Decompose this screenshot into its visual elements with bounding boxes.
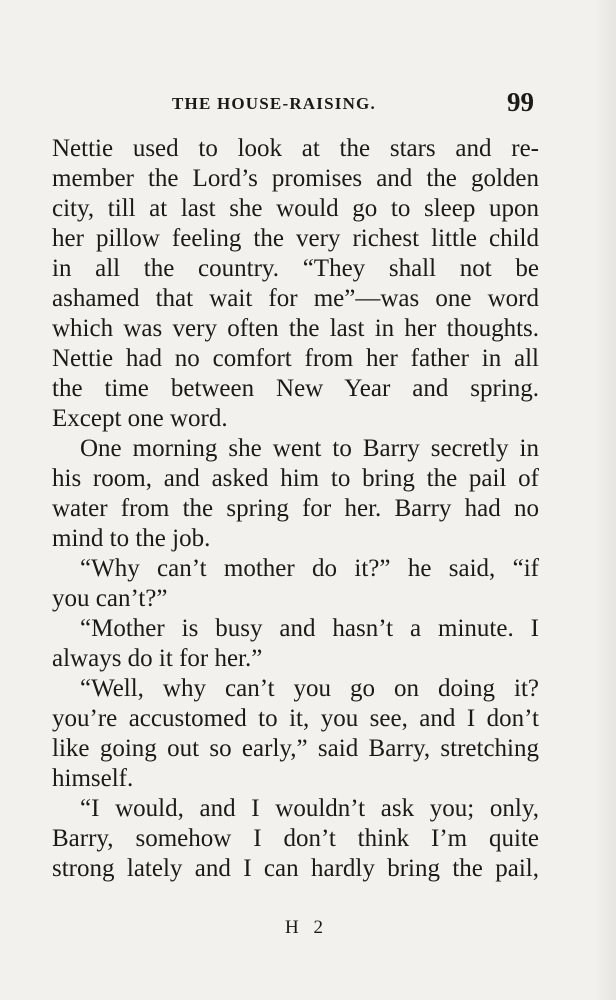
- text-line: Barry, somehow I don’t think I’m quite: [52, 825, 539, 852]
- text-line: water from the spring for her. Barry had no: [52, 495, 539, 522]
- text-line: which was very often the last in her thoughts.: [52, 315, 539, 342]
- text-line: member the Lord’s promises and the golden: [52, 165, 539, 192]
- text-line: his room, and asked him to bring the pail of: [52, 465, 539, 492]
- text-line: “Well, why can’t you go on doing it?: [80, 675, 539, 702]
- text-line: you’re accustomed to it, you see, and I don’t: [52, 705, 539, 732]
- page-number: 99: [507, 87, 534, 117]
- body-text: [52, 134, 539, 884]
- text-line: “Mother is busy and hasn’t a minute. I: [80, 615, 539, 642]
- signature-mark: H 2: [285, 917, 328, 938]
- text-line: you can’t?”: [52, 585, 168, 612]
- text-line: in all the country. “They shall not be: [52, 255, 539, 282]
- text-line: Nettie had no comfort from her father in all: [52, 345, 539, 372]
- text-line: himself.: [52, 765, 134, 792]
- text-line: always do it for her.”: [52, 645, 263, 672]
- page-header: [0, 84, 616, 120]
- text-line: her pillow feeling the very richest little child: [52, 225, 539, 252]
- text-line: like going out so early,” said Barry, stretching: [52, 735, 539, 762]
- text-line: ashamed that wait for me”—was one word: [52, 285, 539, 312]
- text-line: One morning she went to Barry secretly in: [80, 435, 539, 462]
- text-line: “Why can’t mother do it?” he said, “if: [80, 555, 539, 582]
- page-edge-shadow: [594, 0, 616, 1000]
- text-line: Nettie used to look at the stars and re-: [52, 135, 539, 162]
- running-head: THE HOUSE-RAISING.: [172, 94, 376, 113]
- text-line: strong lately and I can hardly bring the pail,: [52, 855, 539, 882]
- text-line: mind to the job.: [52, 525, 211, 552]
- text-line: city, till at last she would go to sleep upon: [52, 195, 539, 222]
- text-line: the time between New Year and spring.: [52, 375, 539, 402]
- text-line: “I would, and I wouldn’t ask you; only,: [80, 795, 539, 822]
- text-line: Except one word.: [52, 405, 228, 432]
